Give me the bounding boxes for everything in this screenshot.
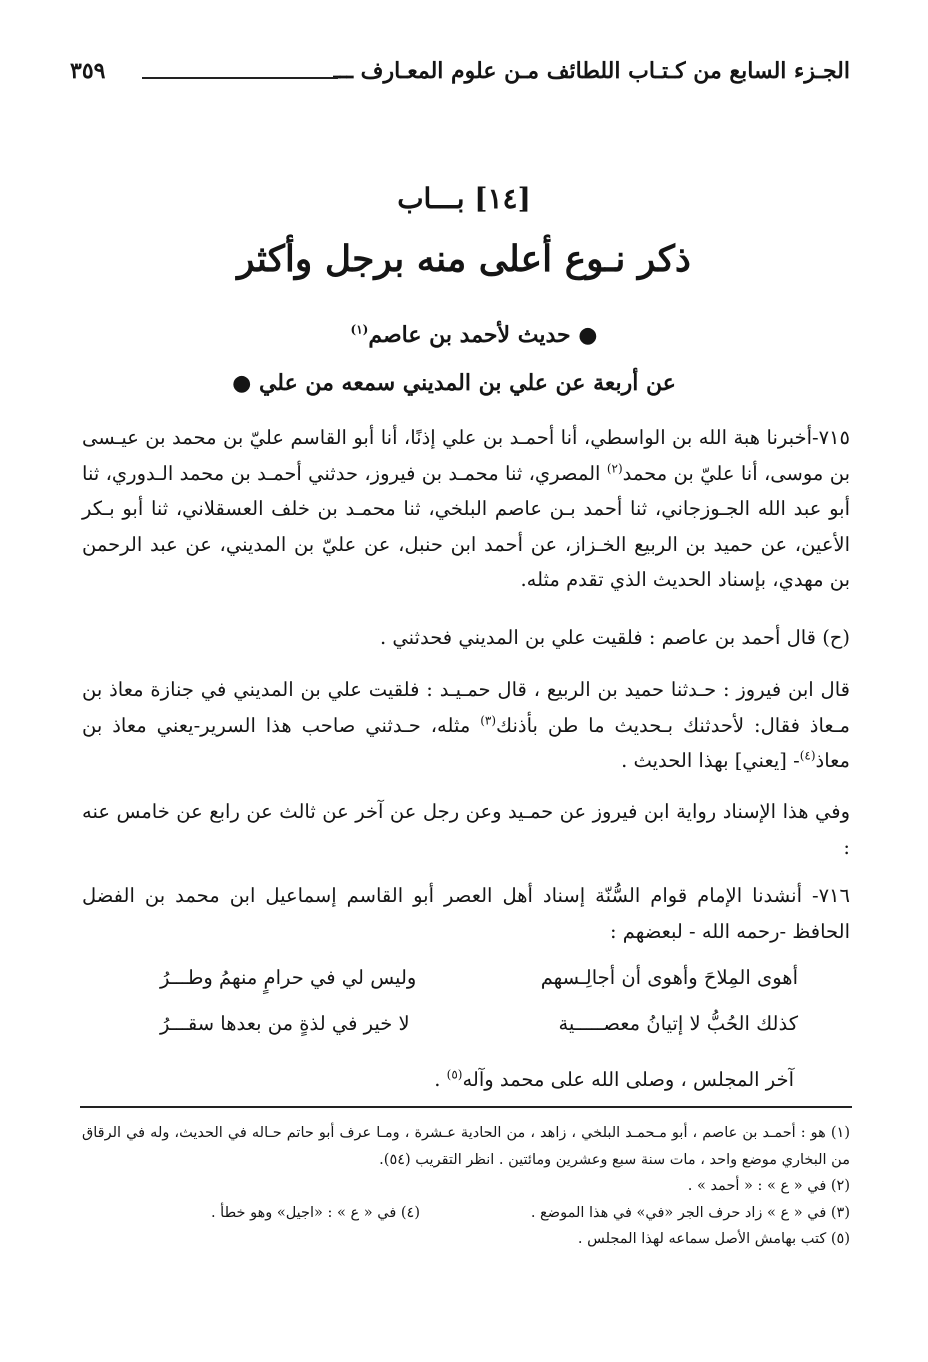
footnote-ref: (٤) <box>799 748 816 763</box>
poem-verse <box>160 1012 798 1046</box>
verse-second-hemistich: وليس لي في حرامٍ منهمُ وطـــرُ <box>160 966 417 989</box>
paragraph-text: مثله، حـدثني صاحب هذا السرير-يعني معاذ بن معاذ <box>82 713 850 772</box>
chapter-label: [١٤] بـــاب <box>397 182 531 215</box>
section-heading-line2: عن أربعة عن علي بن المديني سمعه من علي ● <box>232 370 676 396</box>
running-header <box>70 58 850 92</box>
footnote-3: (٣) في « ع » زاد حرف الجر «في» في هذا الموضع . <box>530 1204 850 1221</box>
section-heading-text: ● حديث لأحمد بن عاصم <box>368 322 598 348</box>
verse-first-hemistich: أهوى المِلاحَ وأهوى أن أجالِـسهم <box>540 966 798 989</box>
paragraph-text: المصري، ثنا محمـد بن فيروز، حدثني أحمـد بن محمد الـدوري، ثنا أبو عبد الله الجـوزجاني، ثنا أحمد بـن عاصم البلخي، ثنا محمـد بن خلف العسقلاني، ثنا أبو بـكر الأعين، عن حميد بن الربيع الخـزاز، عن أحمد ابن حنبل، عن عليّ بن المديني، عن عبد الرحمن بن مهدي، بإسناد الحديث الذي تقدم مثله. <box>82 461 850 591</box>
poem-verse <box>160 966 798 1000</box>
paragraph-ha: (ح) قال أحمد بن عاصم : فلقيت علي بن المديني فحدثني . <box>380 626 850 649</box>
verse-second-hemistich: لا خير في لذةٍ من بعدها سقـــرُ <box>160 1012 410 1035</box>
closing-end: . <box>434 1068 447 1091</box>
section-heading-line1 <box>10 322 928 348</box>
verse-first-hemistich: كذلك الحُبُّ لا إتيانُ معصـــــية <box>558 1012 798 1035</box>
footnote-4: (٤) في « ع » : «اجيل» وهو خطأ . <box>210 1204 420 1221</box>
page-number: ٣٥٩ <box>70 58 106 84</box>
footnote-ref: (٣) <box>480 713 497 727</box>
chapter-title: ذكر نـوع أعلى منه برجل وأكثر <box>237 238 691 280</box>
footnote-2: (٢) في « ع » : « أحمد » . <box>687 1178 850 1194</box>
closing-line <box>434 1068 794 1091</box>
paragraph-ibn-fairuz <box>82 672 850 779</box>
paragraph-text: ٧١٥-أخبرنا هبة الله بن الواسطي، أنا أحمـد بن علي إذنًا، أنا أبو القاسم عليّ بن محمد بن عيـسى بن موسى، أنا عليّ بن محمد <box>82 426 850 485</box>
footnote-ref: (٢) <box>606 461 623 475</box>
paragraph-715 <box>82 420 850 598</box>
paragraph-isnad: وفي هذا الإسناد رواية ابن فيروز عن حمـيد وعن رجل عن آخر عن ثالث عن رابع عن خامس عنه : <box>82 800 850 859</box>
footnotes <box>82 1120 850 1253</box>
header-rule <box>142 77 338 79</box>
paragraph-716: ٧١٦- أنشدنا الإمام قوام السُّنّة إسناد أهل العصر أبو القاسم إسماعيل ابن محمد بن الفضل الحافظ -رحمه الله - لبعضهم : <box>82 884 850 943</box>
footnote-1: (١) هو : أحمـد بن عاصم ، أبو مـحمـد البلخي ، زاهد ، من الحادية عـشرة ، ومـا عرف أبو حاتم حـاله في الحديث، وله في الرقاق من البخاري موضع واحد ، مات سنة سبع وعشرين ومائتين . انظر التقريب (٥٤). <box>82 1125 850 1168</box>
footnote-row <box>82 1200 850 1227</box>
footnote-separator <box>80 1106 852 1108</box>
paragraph-text: - [يعني] بهذا الحديث . <box>621 749 800 772</box>
footnote-5: (٥) كتب بهامش الأصل سماعه لهذا المجلس . <box>577 1231 850 1247</box>
footnote-ref: (٥) <box>446 1067 463 1082</box>
closing-text: آخر المجلس ، وصلى الله على محمد وآله <box>462 1068 794 1091</box>
footnote-ref: (١) <box>350 322 369 337</box>
running-title: الجـزء السابع من كـتـاب اللطائف مـن علوم المعـارف ـــ <box>333 58 850 84</box>
paragraph-text: قال ابن فيروز : حـدثنا حميد بن الربيع ، قال حمـيـد : فلقيت علي بن المديني في جنازة معاذ بن مـعاذ فقال: لأحدثنك بـحديث ما طن بأذنك <box>82 678 851 737</box>
